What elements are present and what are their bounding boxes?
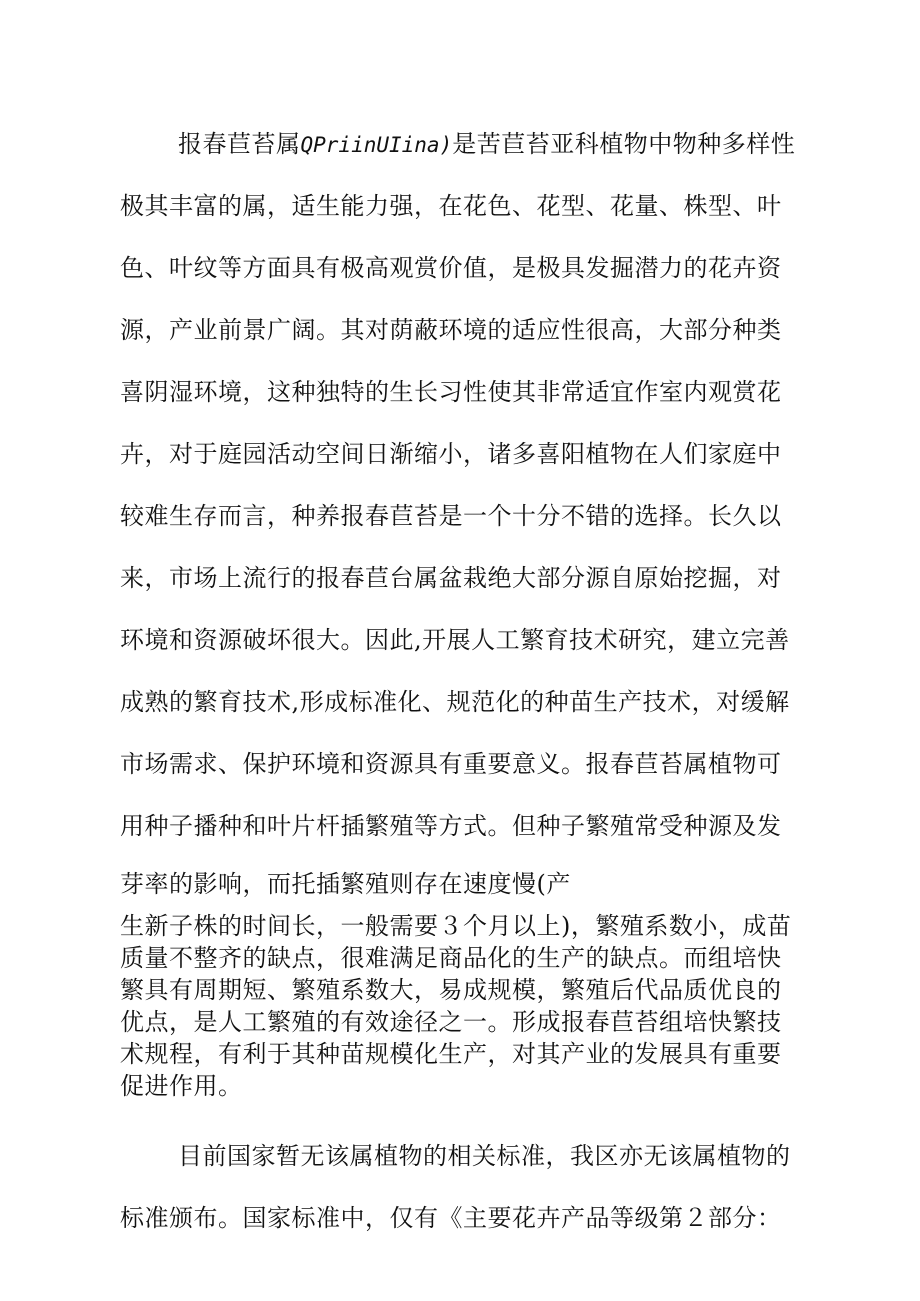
paragraph-1-line-1-text: 是苦苣苔亚科植物中物种多样性 <box>452 130 796 158</box>
paragraph-1-line-13: 芽率的影响，而托插繁殖则存在速度慢(产 <box>120 870 571 898</box>
paragraph-1-line-4: 源，产业前景广阔。其对荫蔽环境的适应性很高，大部分种类 <box>120 316 782 344</box>
genus-name-latin: QPriinUIina) <box>300 133 453 157</box>
paragraph-1-line-3: 色、叶纹等方面具有极高观赏价值，是极具发掘潜力的花卉资 <box>120 254 782 282</box>
paragraph-1-line-10: 成熟的繁育技术,形成标准化、规范化的种苗生产技术，对缓解 <box>120 688 790 716</box>
paragraph-2-line-2: 标准颁布。国家标准中，仅有《主要花卉产品等级第２部分： <box>120 1204 782 1232</box>
paragraph-1-line-16: 繁具有周期短、繁殖系数大，易成规模，繁殖后代品质优良的 <box>120 976 782 1004</box>
paragraph-1-line-2: 极其丰富的属，适生能力强，在花色、花型、花量、株型、叶 <box>120 192 782 220</box>
paragraph-1-line-8: 来，市场上流行的报春苣台属盆栽绝大部分源自原始挖掘，对 <box>120 564 782 592</box>
paragraph-1-line-7: 较难生存而言，种养报春苣苔是一个十分不错的选择。长久以 <box>120 502 782 530</box>
paragraph-1-line-6: 卉，对于庭园活动空间日渐缩小，诸多喜阳植物在人们家庭中 <box>120 440 782 468</box>
paragraph-1-line-9: 环境和资源破坏很大。因此,开展人工繁育技术研究，建立完善 <box>120 626 790 654</box>
paragraph-1-line-15: 质量不整齐的缺点，很难满足商品化的生产的缺点。而组培快 <box>120 944 782 972</box>
paragraph-1-line-11: 市场需求、保护环境和资源具有重要意义。报春苣苔属植物可 <box>120 750 782 778</box>
paragraph-1-line-19: 促进作用。 <box>120 1072 243 1100</box>
paragraph-1-line-5: 喜阴湿环境，这种独特的生长习性使其非常适宜作室内观赏花 <box>120 378 782 406</box>
paragraph-1-line-18: 术规程，有利于其种苗规模化生产，对其产业的发展具有重要 <box>120 1040 782 1068</box>
paragraph-2-line-1: 目前国家暂无该属植物的相关标准，我区亦无该属植物的 <box>178 1142 791 1170</box>
paragraph-1-line-12: 用种子播种和叶片杆插繁殖等方式。但种子繁殖常受种源及发 <box>120 812 782 840</box>
paragraph-1-line-1 <box>178 128 795 161</box>
genus-name-chinese: 报春苣苔属 <box>178 130 301 158</box>
paragraph-1-line-17: 优点，是人工繁殖的有效途径之一。形成报春苣苔组培快繁技 <box>120 1008 782 1036</box>
paragraph-1-line-14: 生新子株的时间长，一般需要３个月以上)，繁殖系数小，成苗 <box>120 912 792 940</box>
